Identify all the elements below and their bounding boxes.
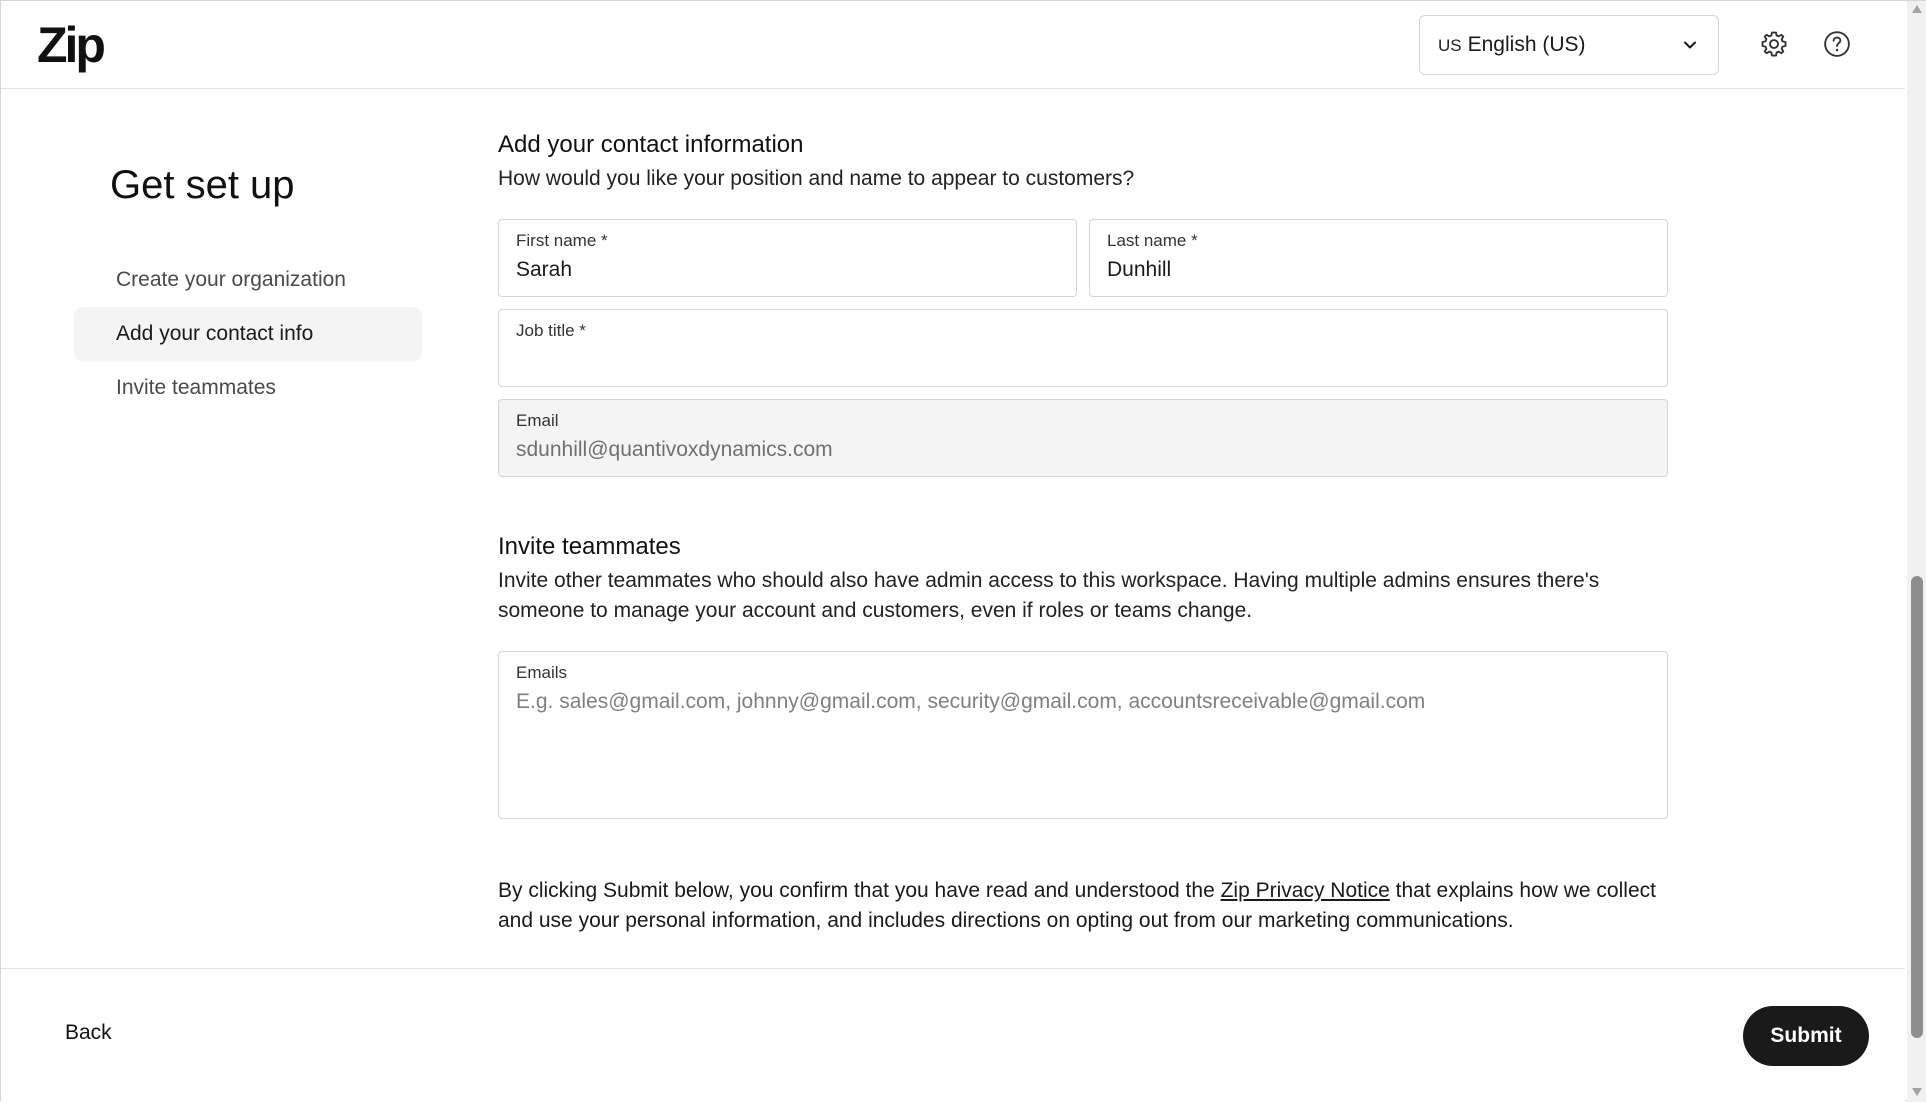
contact-section-title: Add your contact information <box>498 131 804 158</box>
contact-section-description: How would you like your position and name to appear to customers? <box>498 167 1135 190</box>
disclaimer-text-before: By clicking Submit below, you confirm that you have read and understood the <box>498 879 1221 902</box>
email-input <box>516 438 1650 462</box>
zip-logo[interactable]: Zip <box>37 17 103 73</box>
invite-emails-field[interactable] <box>498 651 1668 819</box>
first-name-label: First name * <box>516 231 608 250</box>
disclaimer-text-after: that explains how we collect and use your personal information, and includes directions on opting out from our marketing communications. <box>498 879 1656 932</box>
first-name-input[interactable] <box>516 258 1059 282</box>
vertical-scrollbar[interactable] <box>1907 1 1926 1102</box>
scroll-up-arrow-icon[interactable] <box>1912 5 1922 13</box>
help-button[interactable] <box>1820 27 1854 61</box>
privacy-notice-link[interactable]: Zip Privacy Notice <box>1220 879 1390 902</box>
language-select[interactable] <box>1419 15 1719 75</box>
job-title-input[interactable] <box>516 348 1650 372</box>
scroll-down-arrow-icon[interactable] <box>1912 1088 1922 1096</box>
job-title-field[interactable] <box>498 309 1668 387</box>
nav-item-add-contact-info[interactable] <box>74 307 422 361</box>
nav-item-label: Invite teammates <box>116 376 276 399</box>
setup-steps-nav <box>74 253 422 415</box>
emails-label: Emails <box>516 663 568 682</box>
nav-item-create-organization[interactable] <box>74 253 422 307</box>
footer-bar <box>1 968 1905 1102</box>
first-name-field[interactable] <box>498 219 1077 297</box>
email-label: Email <box>516 411 559 430</box>
gear-icon <box>1759 29 1789 59</box>
back-button[interactable]: Back <box>65 1021 112 1044</box>
emails-textarea[interactable] <box>516 690 1650 790</box>
last-name-field[interactable] <box>1089 219 1668 297</box>
top-bar <box>1 1 1905 89</box>
scroll-thumb[interactable] <box>1911 576 1923 1038</box>
nav-item-label: Add your contact info <box>116 322 314 345</box>
chevron-down-icon <box>1680 35 1700 55</box>
settings-button[interactable] <box>1757 27 1791 61</box>
help-circle-icon <box>1822 29 1852 59</box>
submit-button[interactable]: Submit <box>1743 1006 1869 1066</box>
invite-section-description: Invite other teammates who should also have admin access to this workspace. Having multiple admins ensures there's someone to manage your account and customers, even if roles or teams change. <box>498 569 1600 622</box>
language-label: English (US) <box>1467 33 1586 56</box>
page-title: Get set up <box>110 163 295 207</box>
last-name-input[interactable] <box>1107 258 1650 282</box>
nav-item-invite-teammates[interactable] <box>74 361 422 415</box>
email-field <box>498 399 1668 477</box>
privacy-disclaimer <box>498 876 1678 936</box>
invite-section-title: Invite teammates <box>498 533 681 560</box>
language-code: US <box>1438 36 1462 55</box>
job-title-label: Job title * <box>516 321 586 340</box>
nav-item-label: Create your organization <box>116 268 346 291</box>
last-name-label: Last name * <box>1107 231 1198 250</box>
